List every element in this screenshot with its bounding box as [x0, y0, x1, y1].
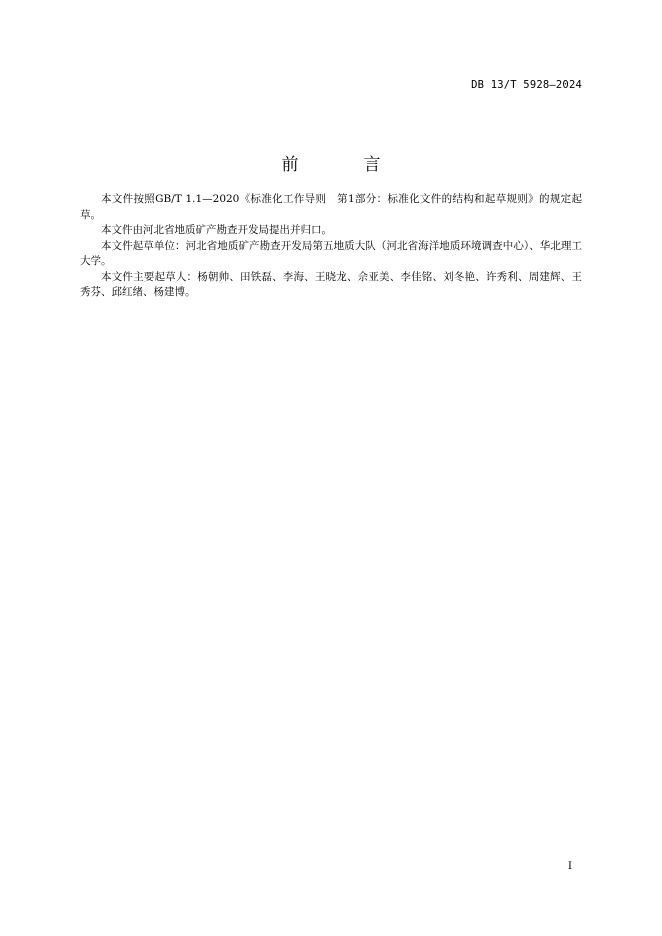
- page-number: I: [567, 860, 572, 872]
- page-title: 前 言: [281, 155, 405, 175]
- paragraph-drafters: 本文件主要起草人：杨朝帅、田铁磊、李海、王晓龙、佘亚美、李佳铭、刘冬艳、许秀利、周建辉、王秀芬、邱红绪、杨建博。: [80, 270, 582, 298]
- foreword-body: [80, 192, 582, 301]
- paragraph-drafting-rules: 本文件按照GB/T 1.1—2020《标准化工作导则 第1部分：标准化文件的结构和起草规则》的规定起草。: [80, 193, 582, 221]
- document-code: DB 13/T 5928—2024: [471, 79, 582, 91]
- paragraph-proposer: 本文件由河北省地质矿产勘查开发局提出并归口。: [101, 224, 332, 236]
- paragraph-drafting-units: 本文件起草单位：河北省地质矿产勘查开发局第五地质大队（河北省海洋地质环境调查中心）、华北理工大学。: [80, 239, 582, 267]
